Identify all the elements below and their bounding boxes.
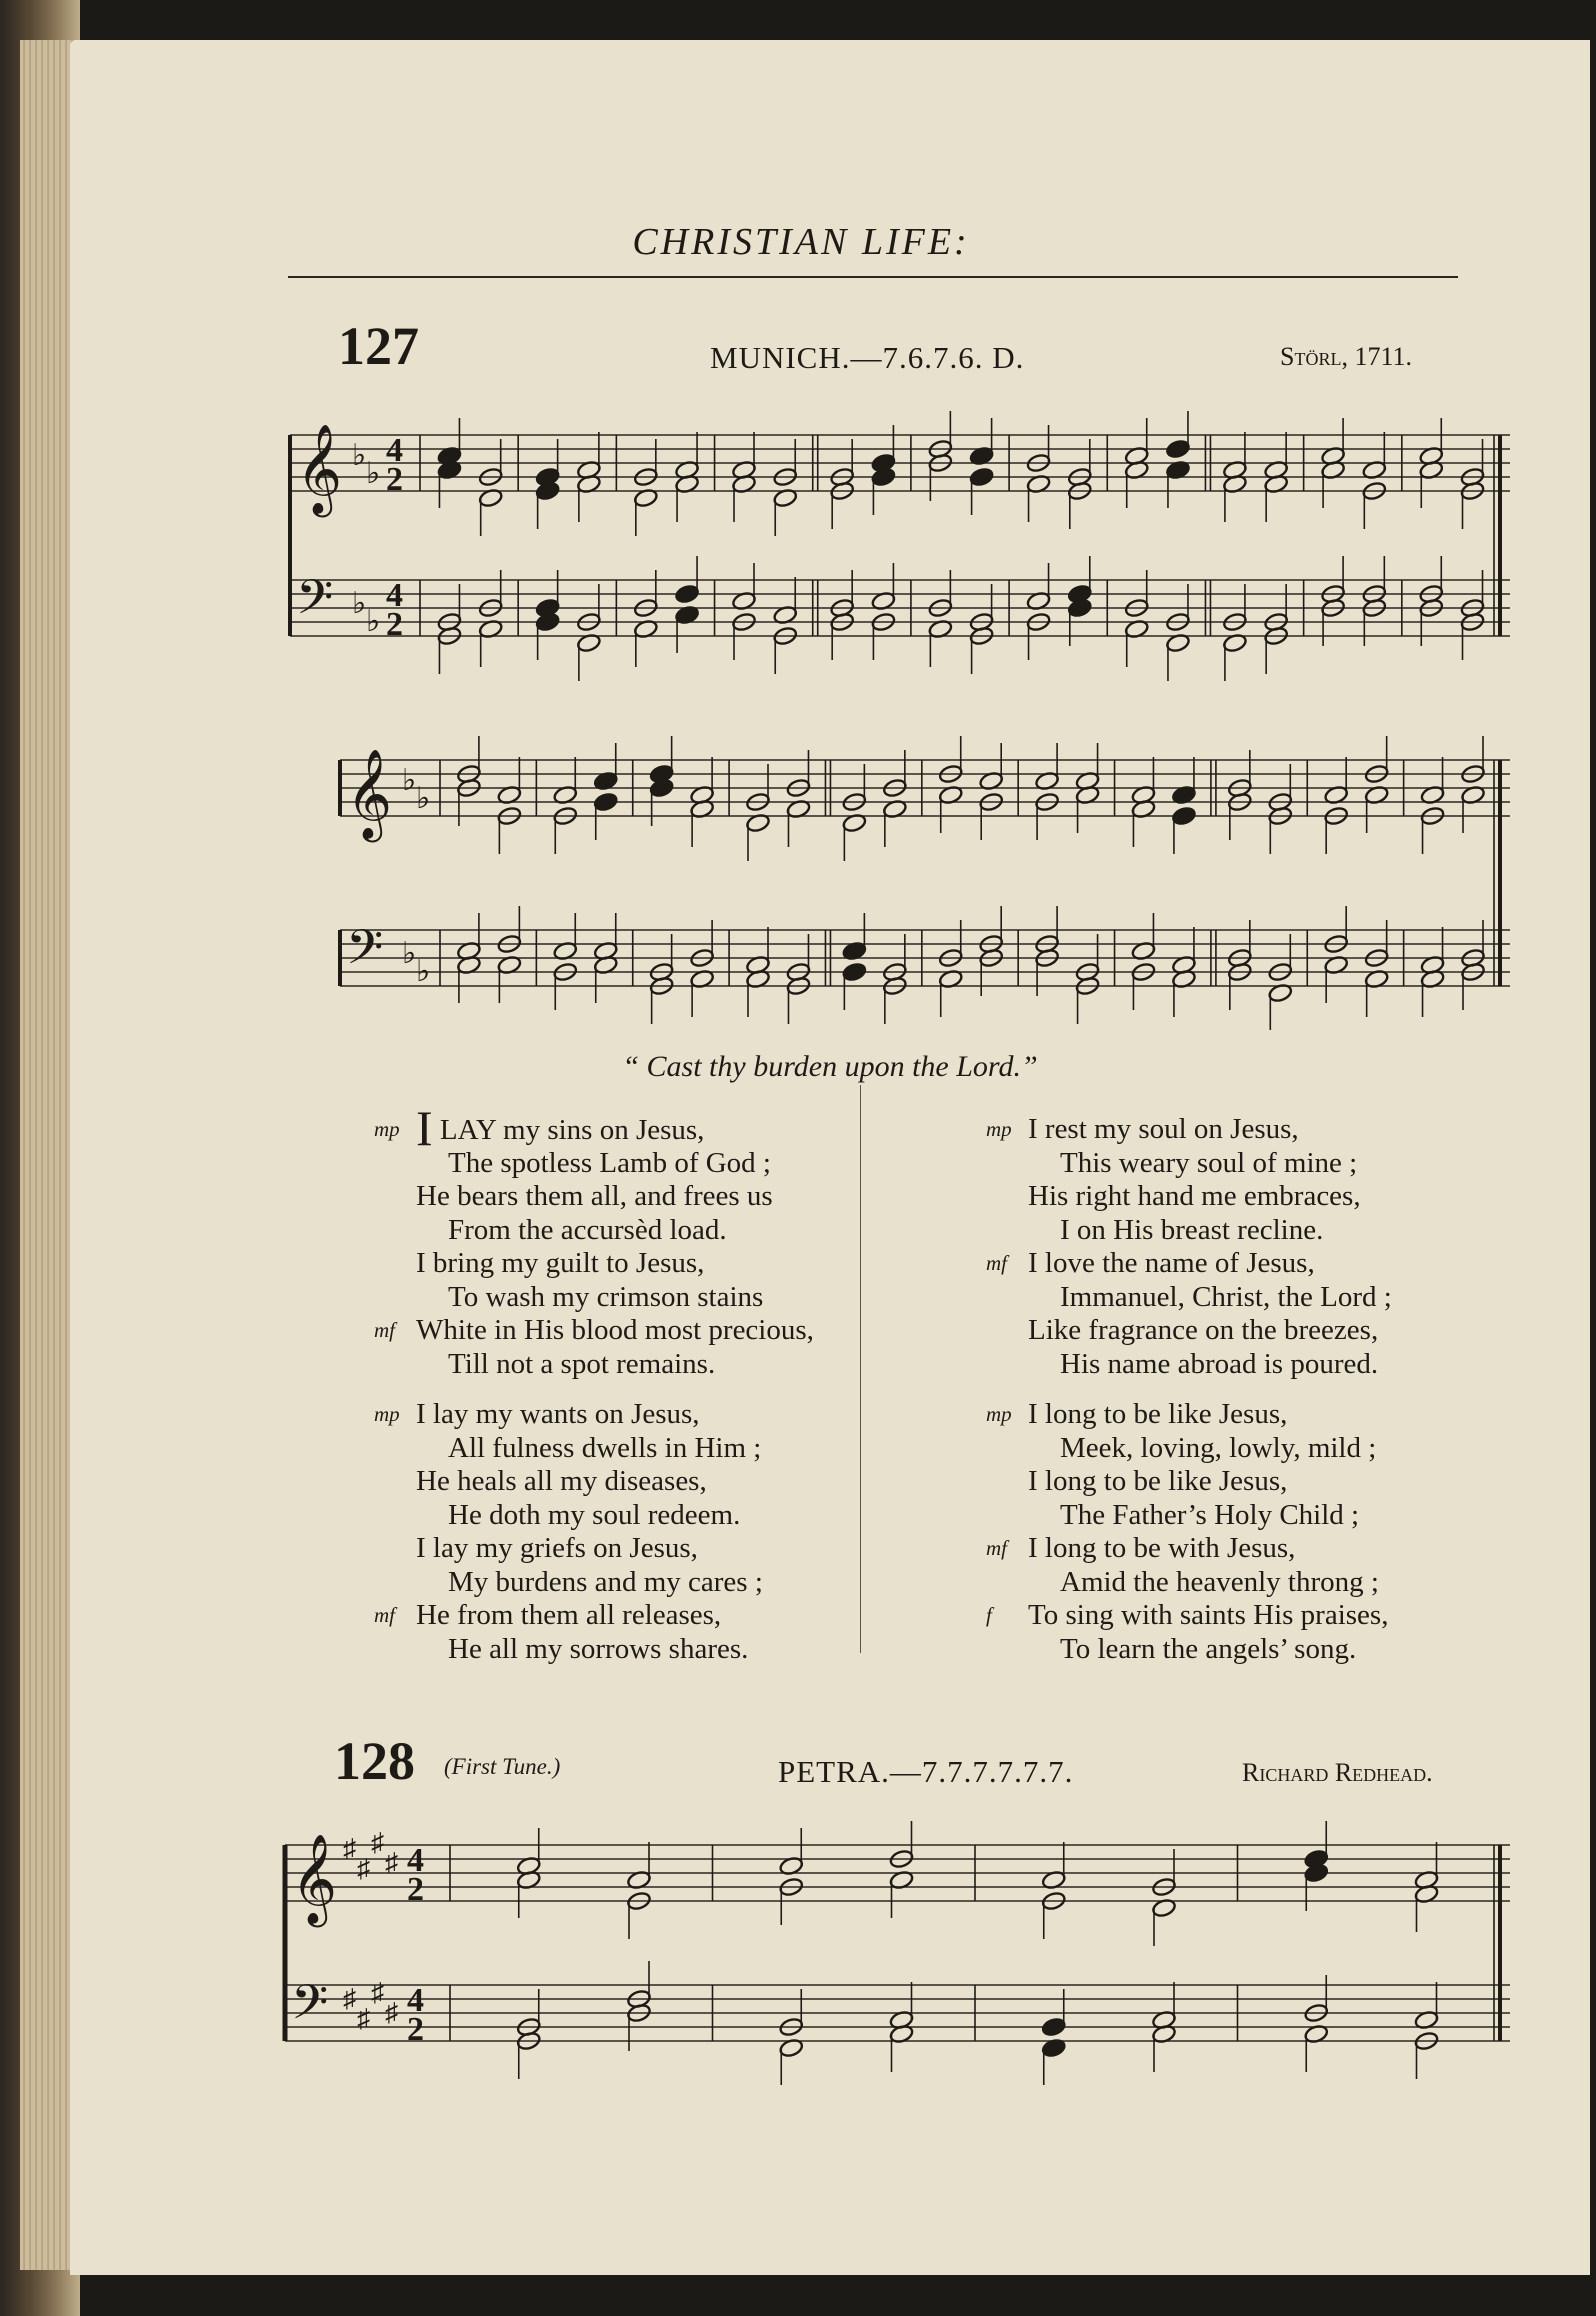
verse-3 xyxy=(986,1113,1392,1381)
svg-text:♯: ♯ xyxy=(385,1848,398,1877)
svg-text:𝄞: 𝄞 xyxy=(291,1834,338,1924)
dynamic-marking: mf xyxy=(374,1603,395,1627)
hymn-127-epigraph: “ Cast thy burden upon the Lord.” xyxy=(622,1050,1038,1083)
verse-line xyxy=(1028,1214,1392,1248)
hymn-128-score-system-1 xyxy=(275,1805,1520,2085)
dynamic-marking: mf xyxy=(374,1318,395,1342)
verse-line-text: I rest my soul on Jesus, xyxy=(1028,1113,1299,1145)
dynamic-marking: mp xyxy=(986,1402,1012,1426)
verse-line xyxy=(1028,1465,1388,1499)
verse-line-text: I on His breast recline. xyxy=(1060,1213,1324,1246)
verse-line xyxy=(374,1599,763,1633)
verse-line xyxy=(986,1247,1392,1281)
verse-line-text: Meek, loving, lowly, mild ; xyxy=(1060,1431,1377,1464)
verse-line xyxy=(374,1314,814,1348)
verse-line xyxy=(1028,1314,1392,1348)
verse-line-text: He doth my soul redeem. xyxy=(448,1498,741,1531)
dynamic-marking: mf xyxy=(986,1251,1007,1275)
verse-line-text: To wash my crimson stains xyxy=(448,1280,764,1313)
svg-text:4: 4 xyxy=(386,577,403,614)
verse-line-text: He all my sorrows shares. xyxy=(448,1632,749,1665)
svg-text:♭: ♭ xyxy=(352,587,367,620)
svg-text:♭: ♭ xyxy=(366,605,381,638)
verse-line xyxy=(1028,1147,1392,1181)
verse-line-text: The spotless Lamb of God ; xyxy=(448,1146,771,1179)
verse-line-text: Amid the heavenly throng ; xyxy=(1060,1565,1379,1598)
verse-line xyxy=(986,1113,1392,1147)
verse-line xyxy=(986,1599,1389,1633)
verse-line xyxy=(1028,1499,1388,1533)
verse-line-text: Till not a spot remains. xyxy=(448,1347,716,1380)
hymn-128-subtitle: (First Tune.) xyxy=(444,1754,561,1779)
verse-line xyxy=(1028,1633,1388,1667)
verse-line-text: This weary soul of mine ; xyxy=(1060,1146,1358,1179)
verse-line-text: His name abroad is poured. xyxy=(1060,1347,1379,1380)
svg-text:♭: ♭ xyxy=(402,764,417,797)
verse-line xyxy=(416,1247,814,1281)
verse-2 xyxy=(374,1398,763,1666)
verse-line xyxy=(416,1465,763,1499)
verse-line-text: My burdens and my cares ; xyxy=(448,1565,763,1598)
svg-text:♯: ♯ xyxy=(343,1984,356,2013)
svg-text:2: 2 xyxy=(386,606,403,643)
hymn-128-composer: Richard Redhead. xyxy=(1242,1758,1433,1787)
svg-text:2: 2 xyxy=(407,1871,424,1908)
verse-line-text: Like fragrance on the breezes, xyxy=(1028,1314,1379,1346)
verse-line-text: He from them all releases, xyxy=(416,1599,722,1631)
verse-line-text: I lay my wants on Jesus, xyxy=(416,1398,700,1430)
svg-text:♭: ♭ xyxy=(416,782,431,815)
verse-line xyxy=(1028,1566,1388,1600)
verse-line-text: Immanuel, Christ, the Lord ; xyxy=(1060,1280,1392,1313)
verse-line xyxy=(416,1214,814,1248)
svg-text:𝄞: 𝄞 xyxy=(296,424,343,514)
dynamic-marking: f xyxy=(986,1603,992,1627)
verse-line-text: I long to be like Jesus, xyxy=(1028,1465,1288,1497)
svg-text:♭: ♭ xyxy=(402,937,417,970)
verse-4 xyxy=(986,1398,1389,1666)
verse-line xyxy=(374,1398,763,1432)
hymn-127-composer: Störl, 1711. xyxy=(1280,342,1412,371)
verse-line-text: I long to be like Jesus, xyxy=(1028,1398,1288,1430)
verse-line xyxy=(374,1100,814,1156)
verse-line-text: I lay my griefs on Jesus, xyxy=(416,1532,698,1564)
header-rule xyxy=(288,276,1458,278)
verse-line-text: To learn the angels’ song. xyxy=(1060,1632,1357,1665)
verse-line xyxy=(1028,1281,1392,1315)
svg-text:4: 4 xyxy=(407,1982,424,2019)
svg-text:♯: ♯ xyxy=(371,1828,384,1857)
verse-line xyxy=(416,1147,814,1181)
hymn-128-number: 128 xyxy=(334,1731,415,1791)
verse-line xyxy=(416,1499,763,1533)
svg-text:♯: ♯ xyxy=(371,1978,384,2007)
svg-text:♯: ♯ xyxy=(357,2004,370,2033)
dynamic-marking: mp xyxy=(986,1117,1012,1141)
verse-line xyxy=(416,1566,763,1600)
verse-1 xyxy=(374,1100,814,1381)
svg-text:♯: ♯ xyxy=(343,1834,356,1863)
svg-text:𝄢: 𝄢 xyxy=(291,1974,329,2042)
hymnal-page xyxy=(70,40,1590,2275)
hymn-127-number: 127 xyxy=(338,316,419,376)
svg-text:♭: ♭ xyxy=(366,457,381,490)
verse-line-text: I love the name of Jesus, xyxy=(1028,1247,1315,1279)
dynamic-marking: mp xyxy=(374,1117,400,1141)
verse-line xyxy=(416,1633,763,1667)
verse-line-text: I LAY my sins on Jesus, xyxy=(416,1100,705,1156)
svg-text:𝄞: 𝄞 xyxy=(346,749,393,839)
running-head: CHRISTIAN LIFE: xyxy=(632,221,970,263)
svg-text:𝄢: 𝄢 xyxy=(296,569,334,637)
verse-line xyxy=(416,1281,814,1315)
hymn-127-score-system-1 xyxy=(280,395,1520,695)
verse-line-text: He heals all my diseases, xyxy=(416,1465,707,1497)
verse-line-text: I long to be with Jesus, xyxy=(1028,1532,1296,1564)
svg-text:4: 4 xyxy=(386,432,403,469)
svg-text:♯: ♯ xyxy=(357,1854,370,1883)
verse-line-text: His right hand me embraces, xyxy=(1028,1180,1361,1212)
svg-text:2: 2 xyxy=(386,461,403,498)
hymn-128-tune: PETRA.—7.7.7.7.7.7. xyxy=(778,1754,1074,1789)
svg-text:2: 2 xyxy=(407,2011,424,2048)
dynamic-marking: mf xyxy=(986,1536,1007,1560)
verse-line xyxy=(986,1398,1388,1432)
verse-line xyxy=(416,1432,763,1466)
verse-line xyxy=(416,1532,763,1566)
svg-text:♭: ♭ xyxy=(416,955,431,988)
verse-line xyxy=(986,1532,1388,1566)
verse-line-text: I bring my guilt to Jesus, xyxy=(416,1247,705,1279)
verse-line-text: All fulness dwells in Him ; xyxy=(448,1431,762,1464)
hymn-127-score-system-2 xyxy=(280,720,1520,1030)
verse-line xyxy=(416,1348,814,1382)
verse-line-text: The Father’s Holy Child ; xyxy=(1060,1498,1360,1531)
svg-text:𝄢: 𝄢 xyxy=(346,919,384,987)
verse-line-text: He bears them all, and frees us xyxy=(416,1180,773,1212)
verse-line xyxy=(416,1180,814,1214)
verse-line xyxy=(1028,1432,1388,1466)
verse-line-text: From the accursèd load. xyxy=(448,1213,727,1246)
verse-line-text: To sing with saints His praises, xyxy=(1028,1599,1389,1631)
svg-text:♭: ♭ xyxy=(352,439,367,472)
verse-line xyxy=(1028,1180,1392,1214)
verse-line-text: White in His blood most precious, xyxy=(416,1314,814,1346)
svg-text:4: 4 xyxy=(407,1842,424,1879)
svg-text:♯: ♯ xyxy=(385,1998,398,2027)
dynamic-marking: mp xyxy=(374,1402,400,1426)
column-divider xyxy=(860,1085,861,1653)
verse-line xyxy=(1028,1348,1392,1382)
hymn-127-tune: MUNICH.—7.6.7.6. D. xyxy=(710,340,1025,375)
